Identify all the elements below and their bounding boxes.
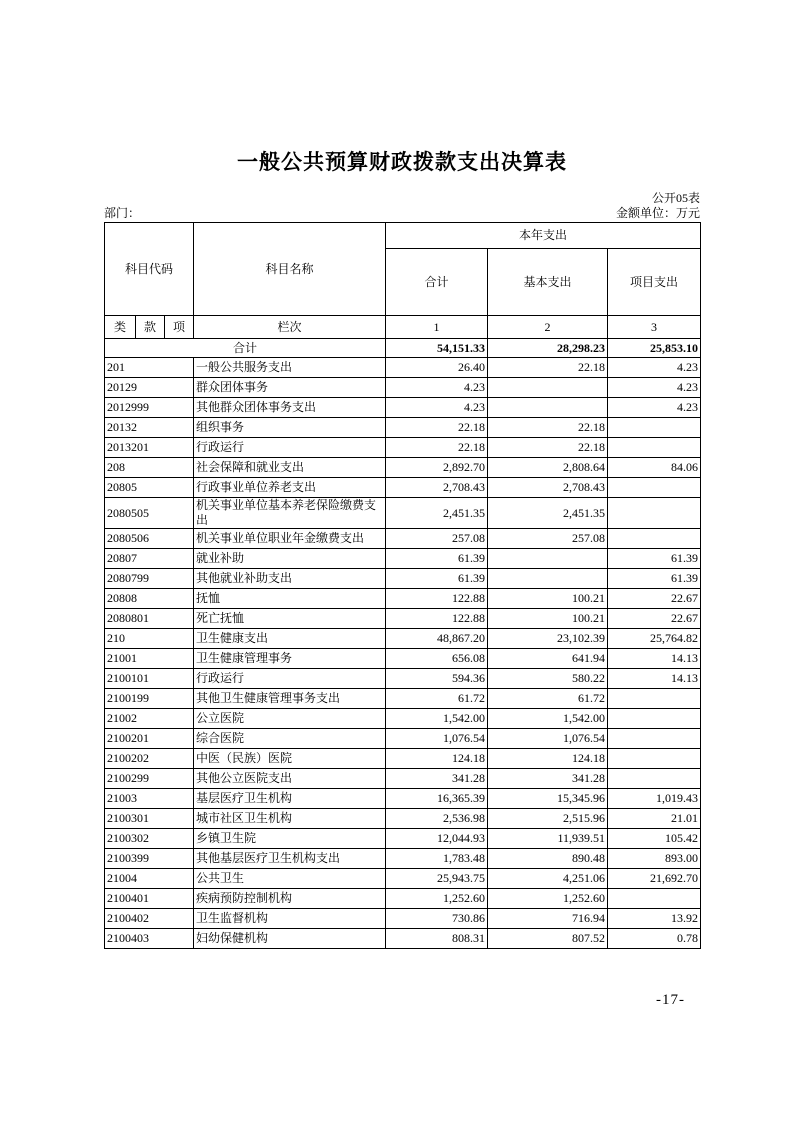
table-row — [105, 609, 701, 629]
subject-code-cell: 20808 — [105, 589, 194, 609]
header-row-1 — [105, 223, 701, 249]
header-year-expenditure: 本年支出 — [386, 223, 701, 249]
grand-total-total: 54,151.33 — [386, 339, 488, 358]
subject-name-cell: 行政事业单位养老支出 — [194, 478, 386, 498]
subject-name-cell: 卫生健康支出 — [194, 629, 386, 649]
page-number: -17- — [656, 992, 685, 1008]
basic-cell: 1,076.54 — [488, 729, 608, 749]
subject-name-cell: 公立医院 — [194, 709, 386, 729]
subject-code-cell: 2100403 — [105, 929, 194, 949]
subject-code-cell: 2100101 — [105, 669, 194, 689]
subject-name-cell: 抚恤 — [194, 589, 386, 609]
table-row — [105, 789, 701, 809]
basic-cell — [488, 378, 608, 398]
project-cell: 22.67 — [608, 589, 701, 609]
table-row — [105, 689, 701, 709]
table-row — [105, 769, 701, 789]
subject-name-cell: 一般公共服务支出 — [194, 358, 386, 378]
subject-name-cell: 其他基层医疗卫生机构支出 — [194, 849, 386, 869]
table-row — [105, 458, 701, 478]
grand-total-label: 合计 — [105, 339, 386, 358]
total-cell: 25,943.75 — [386, 869, 488, 889]
project-cell: 14.13 — [608, 649, 701, 669]
subject-name-cell: 其他就业补助支出 — [194, 569, 386, 589]
subject-name-cell: 组织事务 — [194, 418, 386, 438]
subject-name-cell: 死亡抚恤 — [194, 609, 386, 629]
basic-cell: 580.22 — [488, 669, 608, 689]
project-cell — [608, 889, 701, 909]
project-cell: 13.92 — [608, 909, 701, 929]
basic-cell: 23,102.39 — [488, 629, 608, 649]
header-row-3 — [105, 316, 701, 339]
table-row — [105, 358, 701, 378]
total-cell: 122.88 — [386, 609, 488, 629]
total-cell: 341.28 — [386, 769, 488, 789]
table-row — [105, 849, 701, 869]
project-cell — [608, 749, 701, 769]
subject-code-cell: 2100402 — [105, 909, 194, 929]
project-cell — [608, 709, 701, 729]
basic-cell: 341.28 — [488, 769, 608, 789]
project-cell: 1,019.43 — [608, 789, 701, 809]
project-cell: 21.01 — [608, 809, 701, 829]
subject-name-cell: 妇幼保健机构 — [194, 929, 386, 949]
subject-code-cell: 2100299 — [105, 769, 194, 789]
basic-cell: 1,252.60 — [488, 889, 608, 909]
basic-cell: 22.18 — [488, 358, 608, 378]
subject-name-cell: 其他群众团体事务支出 — [194, 398, 386, 418]
total-cell: 2,708.43 — [386, 478, 488, 498]
subject-code-cell: 2080506 — [105, 529, 194, 549]
subject-code-cell: 2100199 — [105, 689, 194, 709]
basic-cell — [488, 398, 608, 418]
total-cell: 61.39 — [386, 549, 488, 569]
unit-label: 金额单位：万元 — [615, 206, 700, 220]
table-meta-row — [104, 204, 700, 221]
project-cell: 22.67 — [608, 609, 701, 629]
total-cell: 48,867.20 — [386, 629, 488, 649]
subject-code-cell: 208 — [105, 458, 194, 478]
project-cell — [608, 729, 701, 749]
table-row — [105, 869, 701, 889]
subject-code-cell: 2100201 — [105, 729, 194, 749]
subject-name-cell: 基层医疗卫生机构 — [194, 789, 386, 809]
table-row — [105, 709, 701, 729]
grand-total-basic: 28,298.23 — [488, 339, 608, 358]
subject-name-cell: 城市社区卫生机构 — [194, 809, 386, 829]
subject-code-cell: 21003 — [105, 789, 194, 809]
basic-cell: 100.21 — [488, 609, 608, 629]
header-subject-name: 科目名称 — [194, 223, 386, 316]
header-subject-code: 科目代码 — [105, 223, 194, 316]
subject-name-cell: 公共卫生 — [194, 869, 386, 889]
project-cell — [608, 769, 701, 789]
table-row — [105, 889, 701, 909]
basic-cell: 890.48 — [488, 849, 608, 869]
subject-name-cell: 群众团体事务 — [194, 378, 386, 398]
subject-code-cell: 2100399 — [105, 849, 194, 869]
budget-table — [104, 222, 701, 949]
table-row — [105, 669, 701, 689]
project-cell: 0.78 — [608, 929, 701, 949]
basic-cell: 15,345.96 — [488, 789, 608, 809]
project-cell — [608, 498, 701, 529]
basic-cell: 2,451.35 — [488, 498, 608, 529]
subject-name-cell: 机关事业单位基本养老保险缴费支出 — [194, 498, 386, 529]
subject-name-cell: 中医（民族）医院 — [194, 749, 386, 769]
basic-cell: 2,708.43 — [488, 478, 608, 498]
table-row — [105, 529, 701, 549]
table-row — [105, 629, 701, 649]
subject-name-cell: 行政运行 — [194, 438, 386, 458]
total-cell: 61.72 — [386, 689, 488, 709]
table-row — [105, 809, 701, 829]
table-row — [105, 378, 701, 398]
project-cell: 14.13 — [608, 669, 701, 689]
basic-cell: 100.21 — [488, 589, 608, 609]
header-col-class: 类 — [105, 316, 136, 339]
total-cell: 808.31 — [386, 929, 488, 949]
basic-cell: 124.18 — [488, 749, 608, 769]
total-cell: 730.86 — [386, 909, 488, 929]
subject-name-cell: 其他公立医院支出 — [194, 769, 386, 789]
basic-cell: 4,251.06 — [488, 869, 608, 889]
project-cell: 4.23 — [608, 378, 701, 398]
subject-name-cell: 疾病预防控制机构 — [194, 889, 386, 909]
grand-total-project: 25,853.10 — [608, 339, 701, 358]
project-cell: 4.23 — [608, 358, 701, 378]
project-cell: 61.39 — [608, 569, 701, 589]
subject-code-cell: 20129 — [105, 378, 194, 398]
subject-code-cell: 2100302 — [105, 829, 194, 849]
total-cell: 656.08 — [386, 649, 488, 669]
total-cell: 2,892.70 — [386, 458, 488, 478]
header-col-item: 项 — [165, 316, 194, 339]
subject-code-cell: 2012999 — [105, 398, 194, 418]
total-cell: 1,542.00 — [386, 709, 488, 729]
total-cell: 16,365.39 — [386, 789, 488, 809]
project-cell — [608, 529, 701, 549]
header-col-number-3: 3 — [608, 316, 701, 339]
subject-name-cell: 就业补助 — [194, 549, 386, 569]
basic-cell: 22.18 — [488, 438, 608, 458]
basic-cell: 22.18 — [488, 418, 608, 438]
page-title: 一般公共预算财政拨款支出决算表 — [237, 150, 567, 174]
project-cell: 61.39 — [608, 549, 701, 569]
basic-cell — [488, 549, 608, 569]
subject-code-cell: 2100401 — [105, 889, 194, 909]
total-cell: 22.18 — [386, 418, 488, 438]
basic-cell: 716.94 — [488, 909, 608, 929]
subject-name-cell: 卫生监督机构 — [194, 909, 386, 929]
total-cell: 257.08 — [386, 529, 488, 549]
project-cell: 4.23 — [608, 398, 701, 418]
subject-name-cell: 社会保障和就业支出 — [194, 458, 386, 478]
subject-name-cell: 其他卫生健康管理事务支出 — [194, 689, 386, 709]
table-row — [105, 729, 701, 749]
table-row — [105, 478, 701, 498]
project-cell: 893.00 — [608, 849, 701, 869]
subject-name-cell: 乡镇卫生院 — [194, 829, 386, 849]
subject-code-cell: 2100301 — [105, 809, 194, 829]
subject-code-cell: 20132 — [105, 418, 194, 438]
table-row — [105, 498, 701, 529]
table-row — [105, 569, 701, 589]
table-row — [105, 438, 701, 458]
total-cell: 22.18 — [386, 438, 488, 458]
total-cell: 124.18 — [386, 749, 488, 769]
subject-name-cell: 综合医院 — [194, 729, 386, 749]
total-cell: 122.88 — [386, 589, 488, 609]
department-label: 部门： — [104, 206, 141, 220]
subject-code-cell: 2080799 — [105, 569, 194, 589]
project-cell — [608, 438, 701, 458]
basic-cell: 257.08 — [488, 529, 608, 549]
basic-cell: 2,808.64 — [488, 458, 608, 478]
total-cell: 1,252.60 — [386, 889, 488, 909]
header-col-section: 款 — [136, 316, 165, 339]
subject-code-cell: 2080801 — [105, 609, 194, 629]
subject-code-cell: 21001 — [105, 649, 194, 669]
project-cell — [608, 418, 701, 438]
table-row — [105, 418, 701, 438]
table-row — [105, 929, 701, 949]
header-project: 项目支出 — [608, 249, 701, 316]
table-row — [105, 549, 701, 569]
form-number: 公开05表 — [651, 191, 700, 205]
project-cell: 105.42 — [608, 829, 701, 849]
subject-name-cell: 机关事业单位职业年金缴费支出 — [194, 529, 386, 549]
subject-code-cell: 210 — [105, 629, 194, 649]
grand-total-row — [105, 339, 701, 358]
total-cell: 2,536.98 — [386, 809, 488, 829]
total-cell: 594.36 — [386, 669, 488, 689]
table-row — [105, 398, 701, 418]
table-row — [105, 749, 701, 769]
subject-code-cell: 2013201 — [105, 438, 194, 458]
basic-cell: 2,515.96 — [488, 809, 608, 829]
subject-name-cell: 行政运行 — [194, 669, 386, 689]
subject-code-cell: 21002 — [105, 709, 194, 729]
header-col-index-label: 栏次 — [194, 316, 386, 339]
subject-code-cell: 20805 — [105, 478, 194, 498]
basic-cell: 1,542.00 — [488, 709, 608, 729]
basic-cell: 641.94 — [488, 649, 608, 669]
total-cell: 26.40 — [386, 358, 488, 378]
subject-code-cell: 20807 — [105, 549, 194, 569]
total-cell: 1,783.48 — [386, 849, 488, 869]
project-cell — [608, 689, 701, 709]
total-cell: 12,044.93 — [386, 829, 488, 849]
header-basic: 基本支出 — [488, 249, 608, 316]
subject-code-cell: 2080505 — [105, 498, 194, 529]
basic-cell — [488, 569, 608, 589]
project-cell — [608, 478, 701, 498]
table-row — [105, 909, 701, 929]
project-cell: 25,764.82 — [608, 629, 701, 649]
total-cell: 1,076.54 — [386, 729, 488, 749]
basic-cell: 11,939.51 — [488, 829, 608, 849]
header-col-number-2: 2 — [488, 316, 608, 339]
total-cell: 61.39 — [386, 569, 488, 589]
subject-name-cell: 卫生健康管理事务 — [194, 649, 386, 669]
total-cell: 2,451.35 — [386, 498, 488, 529]
subject-code-cell: 201 — [105, 358, 194, 378]
project-cell: 84.06 — [608, 458, 701, 478]
header-total: 合计 — [386, 249, 488, 316]
basic-cell: 807.52 — [488, 929, 608, 949]
total-cell: 4.23 — [386, 378, 488, 398]
subject-code-cell: 2100202 — [105, 749, 194, 769]
header-col-number-1: 1 — [386, 316, 488, 339]
table-row — [105, 649, 701, 669]
project-cell: 21,692.70 — [608, 869, 701, 889]
table-row — [105, 589, 701, 609]
total-cell: 4.23 — [386, 398, 488, 418]
subject-code-cell: 21004 — [105, 869, 194, 889]
table-body — [105, 358, 701, 949]
table-row — [105, 829, 701, 849]
basic-cell: 61.72 — [488, 689, 608, 709]
